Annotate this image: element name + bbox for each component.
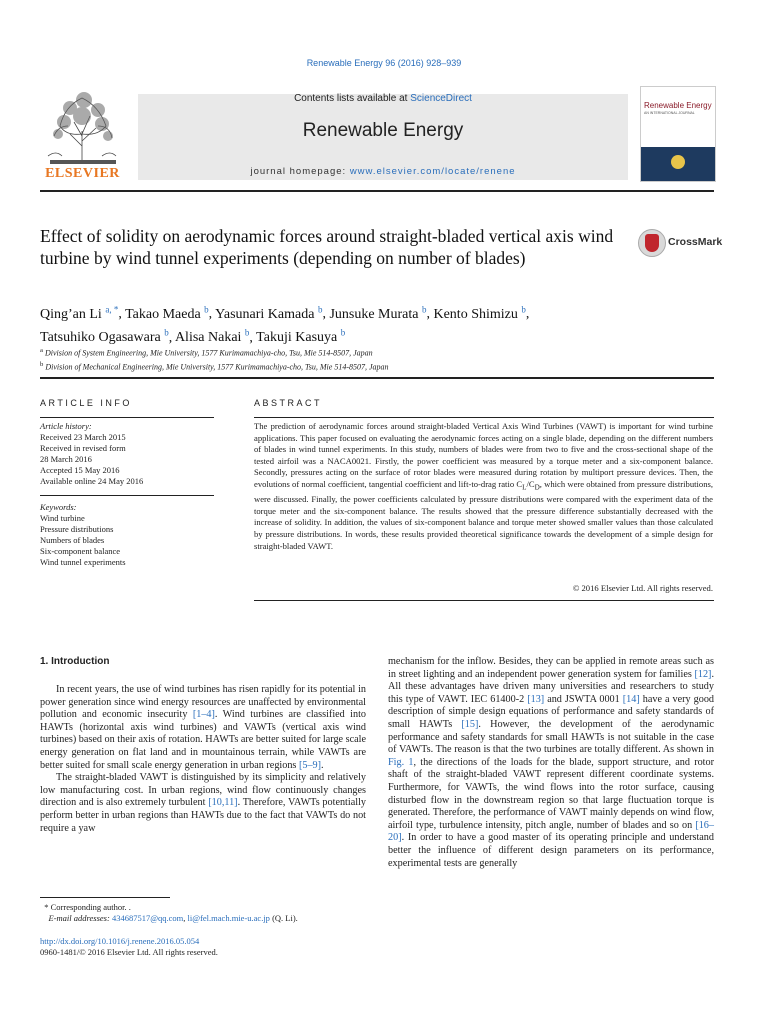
- reference-link[interactable]: [5–9]: [298, 759, 322, 771]
- journal-name: Renewable Energy: [302, 120, 464, 141]
- author[interactable]: Kento Shimizu $^b$: [433, 304, 526, 322]
- article-history: [40, 421, 214, 487]
- journal-cover[interactable]: [640, 86, 716, 182]
- affiliation-a: $^a$ Division of System Engineering, Mie University, 1577 Kurimamachiya-cho, Tsu, Mie 514-8507, Japan: [40, 347, 373, 358]
- cover-emblem-icon: [671, 155, 685, 169]
- footnote-rule: [40, 897, 170, 898]
- history-item: Accepted 15 May 2016: [40, 465, 120, 475]
- reference-link[interactable]: [16–20]: [388, 819, 714, 844]
- keyword: Pressure distributions: [40, 524, 114, 534]
- paragraph: In recent years, the use of wind turbines has risen rapidly for its potential in power generation since wind energy resources are unaffected by environmental pollution and economic insecurity [1–4]. Wind turbines are classified into HAWTs (horizontal axis wind turbines) and VAWTs (vertical axis wind turbines) based on their axis of rotation. HAWTs are better suited for large scale energy generation on flat land and in mountainous terrain, while VAWTs are better suited for small scale energy generation in urban regions [5–9].: [40, 684, 366, 771]
- history-item: 28 March 2016: [40, 454, 92, 464]
- affiliation-b: $^b$ Division of Mechanical Engineering, Mie University, 1577 Kurimamachiya-cho, Tsu, Mie 514-8507, Japan: [40, 360, 389, 372]
- abstract-copyright: © 2016 Elsevier Ltd. All rights reserved.: [572, 583, 713, 593]
- publisher-name: ELSEVIER: [45, 166, 120, 181]
- author[interactable]: Yasunari Kamada $^b$: [215, 304, 323, 322]
- homepage-link[interactable]: www.elsevier.com/locate/renene: [349, 166, 516, 177]
- author[interactable]: Junsuke Murata $^b$: [329, 304, 427, 322]
- email-link[interactable]: 434687517@qq.com: [111, 913, 184, 923]
- abstract-heading: ABSTRACT: [254, 398, 323, 408]
- cover-subtitle: AN INTERNATIONAL JOURNAL: [644, 111, 695, 115]
- keyword: Numbers of blades: [40, 535, 105, 545]
- history-rule: [40, 495, 214, 496]
- header-divider: [40, 190, 714, 192]
- abstract-rule: [254, 417, 714, 418]
- cover-title: Renewable Energy: [644, 101, 712, 110]
- author[interactable]: Qing’an Li $^{a, *}$: [40, 304, 119, 322]
- paragraph: mechanism for the inflow. Besides, they can be applied in remote areas such as in street lighting and an independent power generation system for families [12]. All these advantages have driven many universities and researchers to study this type of VAWT. IEC 61400-2 [13] and JSWTA 0001 [14] have a very good description of simple design equations of performance and safety standards of small HAWTs [15]. However, the development of the aerodynamic performance and safety standards for small HAWTs is not suitable in the case of VAWTs. The reason is that the two turbines are totally different. As shown in Fig. 1, the directions of the loads for the blade, support structure, and rotor shaft of the straight-bladed VAWT represent different coordinate systems. Furthermore, for VAWTs, the wind flows into the rotor surface, causing disturbed flow in the downstream region so that large fluctuation torque is generated. Therefore, the performance of VAWT mainly depends on wind flow, airfoil type, turbulence intensity, pitch angle, number of blades and so on [16–20]. In order to have a good master of its operating principle and understand better the influence of different design parameters on its performance, experimental tests are generally: [388, 656, 715, 869]
- issn-line: 0960-1481/© 2016 Elsevier Ltd. All rights reserved.: [40, 947, 218, 957]
- article-info-rule: [40, 417, 214, 418]
- email-line: E-mail addresses: 434687517@qq.com, li@fel.mach.mie-u.ac.jp (Q. Li).: [48, 913, 298, 923]
- history-item: Available online 24 May 2016: [40, 476, 144, 486]
- article-title: Effect of solidity on aerodynamic forces around straight-bladed vertical axis wind turbine by wind tunnel experiments (depending on number of blades): [40, 226, 614, 268]
- abstract-end-rule: [254, 600, 714, 601]
- corresponding-author: * Corresponding author. .: [44, 902, 131, 912]
- author-list: Qing’an Li $^{a, *}$, Takao Maeda $^b$, Yasunari Kamada $^b$, Junsuke Murata $^b$, Kento Shimizu $^b$, Tatsuhiko Ogasawara $^b$, Alisa Nakai $^b$, Takuji Kasuya $^b$: [40, 304, 530, 346]
- keyword: Wind turbine: [40, 513, 85, 523]
- history-item: Received 23 March 2015: [40, 432, 126, 442]
- abstract-text: The prediction of aerodynamic forces around straight-bladed Vertical Axis Wind Turbines (VAWT) is important for wind turbine applications. This paper focused on evaluating the aerodynamic forces acting on a single blade, depending on the different numbers of blades in wind tunnel experiments. In this study, numbers of blades were from two to five and the cross-sectional shape of the tested airfoil was a NACA0021. Firstly, the power coefficient was measured by a torque meter and a six-component balance. Secondly, pressures acting on the surface of rotor blades were measured during rotation by multiport pressure devices. Then, the evolutions of normal coefficient, tangential coefficient and lift-to-drag ratio $C_L/C_D$, which were obtained from pressure distributions, were discussed. Finally, the power coefficients calculated by pressure distributions were compared with the experiment data of the torque meter and the six-component balance. The results showed that the pressure difference substantially decreased with the increase of solidity. In addition, the values of six-component balance and torque meter showed smaller values than those calculated by pressure distributions. In words, these results provided theoretical significance towards the development of a simple design for straight-bladed VAWT.: [254, 421, 713, 551]
- crossmark-label: CrossMark: [668, 236, 723, 248]
- reference-link[interactable]: [15]: [461, 718, 479, 730]
- body-column-right: [388, 656, 714, 870]
- reference-link[interactable]: [13]: [527, 693, 545, 705]
- reference-link[interactable]: [10,11]: [208, 797, 238, 809]
- doi-block: [40, 936, 370, 958]
- author[interactable]: Tatsuhiko Ogasawara $^b$: [40, 327, 169, 346]
- keyword: Six-component balance: [40, 546, 121, 556]
- author[interactable]: Takao Maeda $^b$: [125, 304, 209, 322]
- affiliations: [40, 345, 714, 372]
- reference-link[interactable]: [14]: [622, 693, 640, 705]
- author[interactable]: Takuji Kasuya $^b$: [256, 327, 346, 346]
- history-label: Article history:: [40, 421, 92, 431]
- section-heading-introduction: 1. Introduction: [40, 656, 110, 667]
- paragraph: The straight-bladed VAWT is distinguished by its simplicity and relatively low manufacturing cost. In urban regions, wind flow continuously changes direction and is also extremely turbulent [10,11]. Therefore, VAWTs potentially perform better in urban regions than HAWTs due to the fact that VAWTs do not require a yaw: [40, 772, 366, 834]
- author[interactable]: Alisa Nakai $^b$: [174, 327, 250, 346]
- doi-link[interactable]: http://dx.doi.org/10.1016/j.renene.2016.05.054: [40, 936, 200, 946]
- keywords: [40, 502, 214, 568]
- reference-link[interactable]: [12]: [694, 668, 712, 680]
- article-info-heading: ARTICLE INFO: [40, 398, 132, 408]
- sciencedirect-link[interactable]: ScienceDirect: [410, 93, 472, 104]
- journal-citation[interactable]: Renewable Energy 96 (2016) 928–939: [306, 58, 462, 68]
- figure-link[interactable]: Fig. 1: [388, 756, 414, 768]
- reference-link[interactable]: [1–4]: [192, 709, 215, 721]
- crossmark-badge[interactable]: [638, 229, 723, 257]
- keywords-label: Keywords:: [40, 502, 77, 512]
- crossmark-icon: [638, 229, 666, 257]
- info-divider: [40, 377, 714, 379]
- email-link[interactable]: li@fel.mach.mie-u.ac.jp: [187, 913, 270, 923]
- journal-homepage: journal homepage: www.elsevier.com/locate/renene: [250, 166, 516, 177]
- footnote: [40, 902, 370, 924]
- body-column-left: [40, 684, 366, 835]
- history-item: Received in revised form: [40, 443, 126, 453]
- keyword: Wind tunnel experiments: [40, 557, 126, 567]
- contents-line: Contents lists available at ScienceDirect: [294, 93, 472, 104]
